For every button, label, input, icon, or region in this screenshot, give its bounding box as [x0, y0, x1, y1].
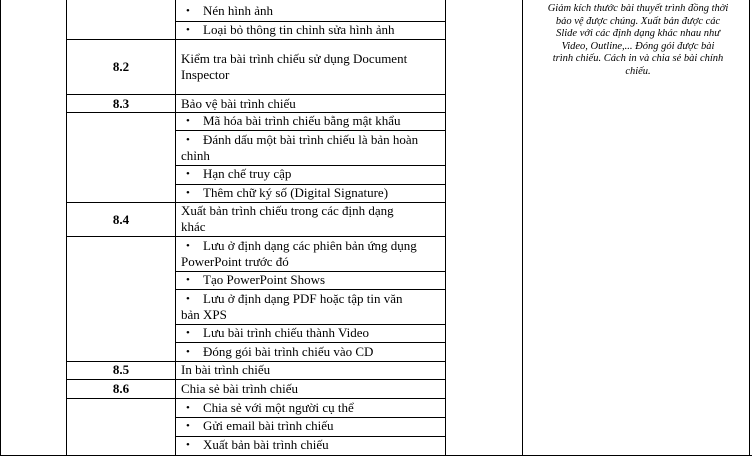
section-title: In bài trình chiếu	[181, 362, 271, 377]
row-divider	[175, 342, 446, 343]
list-item: • Đóng gói bài trình chiếu vào CD	[186, 344, 374, 359]
table-border-right	[749, 0, 750, 456]
column-divider	[445, 0, 446, 456]
column-divider	[522, 0, 523, 456]
section-number: 8.3	[112, 96, 130, 111]
bullet-icon: •	[186, 274, 190, 286]
row-divider	[66, 379, 446, 380]
section-title: Xuất bản trình chiếu trong các định dạng khác	[181, 203, 394, 234]
bullet-icon: •	[186, 420, 190, 432]
objective-note: Giảm kích thước bài thuyết trình đồng thời bảo vệ được chúng. Xuất bản được các Slide với các định dạng khác nhau như Video, Outline,... Đóng gói được bài trình chiếu. Cách in và chia sẻ bài chính chiếu.	[547, 3, 729, 77]
list-item: • Xuất bản bài trình chiếu	[186, 437, 329, 452]
section-number: 8.2	[112, 59, 130, 74]
section-title: Bảo vệ bài trình chiếu	[181, 96, 296, 111]
bullet-icon: •	[186, 402, 190, 414]
row-divider	[175, 289, 446, 290]
bullet-icon: •	[186, 327, 190, 339]
list-item: • Gửi email bài trình chiếu	[186, 418, 334, 433]
list-item: • Hạn chế truy cập	[186, 166, 292, 181]
list-item: • Lưu ở định dạng các phiên bản ứng dụng PowerPoint trước đó	[181, 238, 417, 269]
bullet-icon: •	[186, 240, 190, 252]
list-item: • Tạo PowerPoint Shows	[186, 272, 326, 287]
bullet-icon: •	[186, 115, 190, 127]
list-item: • Nén hình ảnh	[186, 3, 274, 18]
list-item: • Lưu ở định dạng PDF hoặc tập tin văn bản XPS	[181, 291, 403, 322]
list-item: • Đánh dấu một bài trình chiếu là bản hoàn chỉnh	[181, 132, 419, 163]
list-item: • Thêm chữ ký số (Digital Signature)	[186, 185, 389, 200]
bullet-icon: •	[186, 293, 190, 305]
row-divider	[66, 398, 446, 399]
table-border-left	[0, 0, 1, 456]
list-item: • Lưu bài trình chiếu thành Video	[186, 325, 369, 340]
list-item: • Chia sẻ với một người cụ thể	[186, 400, 354, 415]
section-number: 8.6	[112, 381, 130, 396]
section-number: 8.5	[112, 362, 130, 377]
column-divider	[175, 0, 176, 456]
section-number: 8.4	[112, 212, 130, 227]
section-title: Kiểm tra bài trình chiếu sử dụng Document Inspector	[181, 51, 408, 82]
bullet-icon: •	[186, 168, 190, 180]
bullet-icon: •	[186, 439, 190, 451]
bullet-icon: •	[186, 187, 190, 199]
bullet-icon: •	[186, 5, 190, 17]
bullet-icon: •	[186, 346, 190, 358]
bullet-icon: •	[186, 134, 190, 146]
list-item: • Loại bỏ thông tin chỉnh sửa hình ảnh	[186, 22, 395, 37]
row-divider	[66, 94, 446, 95]
row-divider	[66, 236, 446, 237]
section-title: Chia sẻ bài trình chiếu	[181, 381, 298, 396]
row-divider	[175, 130, 446, 131]
table-border-bottom	[0, 455, 752, 456]
list-item: • Mã hóa bài trình chiếu bằng mật khẩu	[186, 113, 401, 128]
bullet-icon: •	[186, 24, 190, 36]
row-divider	[66, 39, 446, 40]
